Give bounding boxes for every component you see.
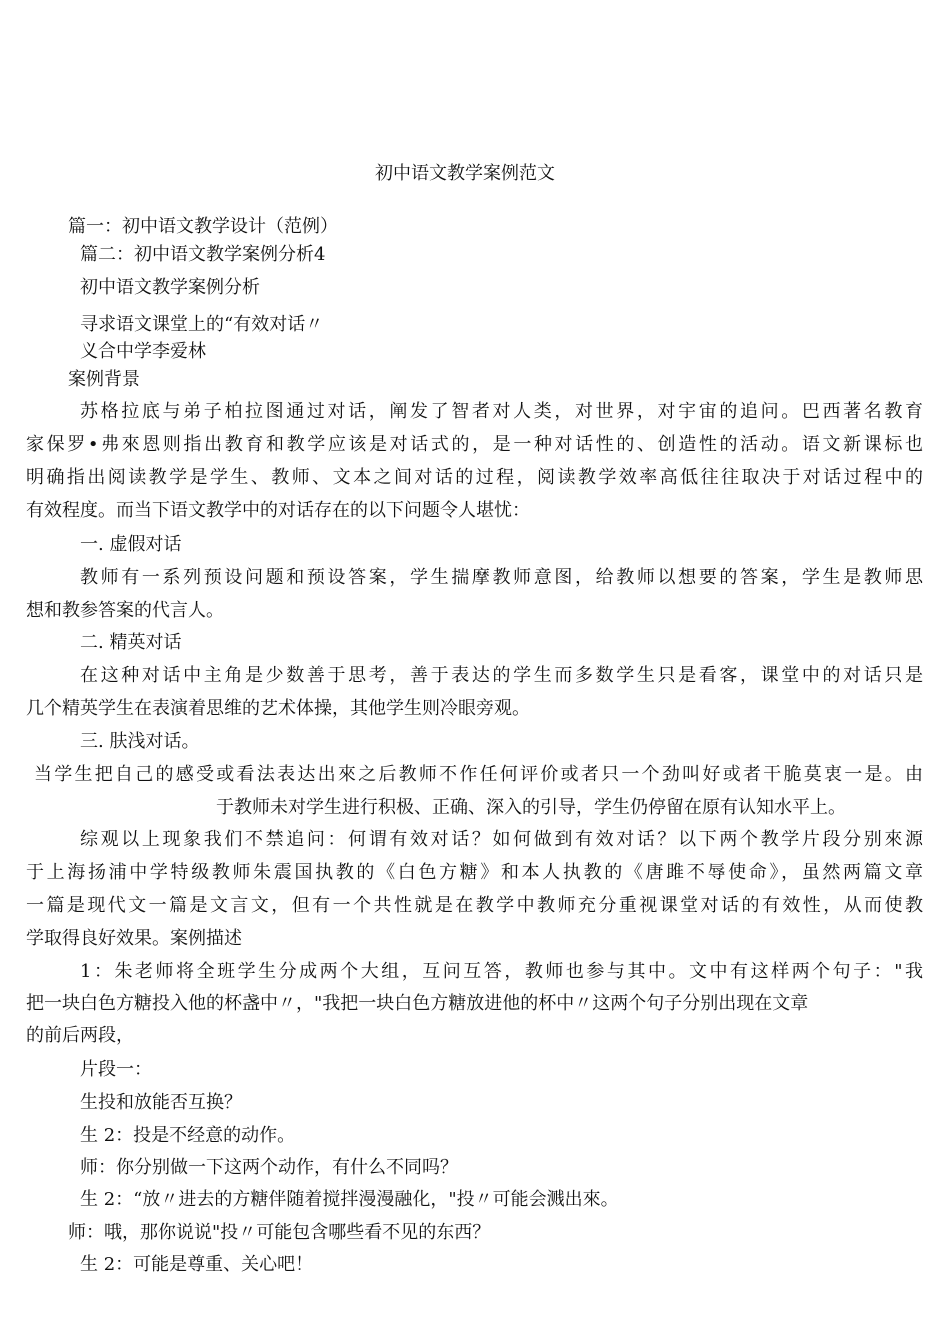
paragraph-line: 于上海扬浦中学特级教师朱震国执教的《白色方糖》和本人执教的《唐雎不辱使命》，虽然两篇文章 — [26, 862, 923, 883]
point-heading-3: 三. 肤浅对话。 — [80, 731, 200, 752]
paragraph-line: 有效程度。而当下语文教学中的对话存在的以下问题令人堪忧： — [26, 500, 530, 521]
paragraph-line: 综观以上现象我们不禁追问：何谓有效对话？如何做到有效对话？以下两个教学片段分别來源 — [80, 829, 923, 850]
paragraph-line: 1：朱老师将全班学生分成两个大组，互问互答，教师也参与其中。文中有这样两个句子："我 — [80, 961, 923, 982]
paragraph-line: 把一块白色方糖投入他的杯盏中〃，"我把一块白色方糖放进他的杯中〃这两个句子分别出现在文章 — [26, 993, 809, 1014]
page-title: 初中语文教学案例范文 — [375, 163, 555, 184]
paragraph-line: 一篇是现代文一篇是文言文，但有一个共性就是在教学中教师充分重视课堂对话的有效性，从而使教 — [26, 895, 923, 916]
dialogue-line: 师：哦，那你说说"投〃可能包含哪些看不见的东西？ — [68, 1222, 491, 1243]
point-heading-2: 二. 精英对话 — [80, 632, 182, 653]
dialogue-line: 生 2：“放〃进去的方糖伴随着搅拌漫漫融化，"投〃可能会溅出來。 — [80, 1189, 619, 1210]
article-subtitle: 寻求语文课堂上的“有效对话〃 — [80, 314, 324, 335]
fragment-label: 片段一： — [80, 1059, 152, 1080]
paragraph-line: 几个精英学生在表演着思维的艺术体操，其他学生则冷眼旁观。 — [26, 698, 530, 719]
toc-item-1: 篇一：初中语文教学设计（范例） — [68, 216, 338, 237]
dialogue-line: 生 2：投是不经意的动作。 — [80, 1125, 296, 1146]
paragraph-line: 当学生把自己的感受或看法表达出來之后教师不作任何评价或者只一个劲叫好或者干脆莫衷一是。由 — [34, 764, 923, 785]
paragraph-line: 明确指出阅读教学是学生、教师、文本之间对话的过程，阅读教学效率高低往往取决于对话过程中的 — [26, 467, 923, 488]
paragraph-line: 想和教参答案的代言人。 — [26, 600, 224, 621]
paragraph-line: 学取得良好效果。案例描述 — [26, 928, 242, 949]
paragraph-line: 家保罗•弗來恩则指出教育和教学应该是对话式的，是一种对话性的、创造性的活动。语文新课标也 — [26, 434, 923, 455]
article-author: 义合中学李爱林 — [80, 341, 206, 362]
article-heading: 初中语文教学案例分析 — [80, 277, 260, 298]
section-heading-background: 案例背景 — [68, 369, 140, 390]
paragraph-line: 教师有一系列预设问题和预设答案，学生揣摩教师意图，给教师以想要的答案，学生是教师思 — [80, 567, 923, 588]
dialogue-line: 师：你分别做一下这两个动作，有什么不同吗？ — [80, 1157, 458, 1178]
dialogue-line: 生 2：可能是尊重、关心吧！ — [80, 1254, 314, 1275]
paragraph-line: 的前后两段， — [26, 1025, 134, 1046]
toc-item-2: 篇二：初中语文教学案例分析4 — [80, 244, 326, 265]
paragraph-line: 于教师未对学生进行积极、正确、深入的引导，学生仍停留在原有认知水平上。 — [216, 797, 846, 818]
point-heading-1: 一. 虚假对话 — [80, 534, 182, 555]
dialogue-line: 生投和放能否互换？ — [80, 1092, 242, 1113]
paragraph-line: 苏格拉底与弟子柏拉图通过对话，阐发了智者对人类，对世界，对宇宙的追问。巴西著名教育 — [80, 401, 923, 422]
paragraph-line: 在这种对话中主角是少数善于思考，善于表达的学生而多数学生只是看客，课堂中的对话只是 — [80, 665, 923, 686]
